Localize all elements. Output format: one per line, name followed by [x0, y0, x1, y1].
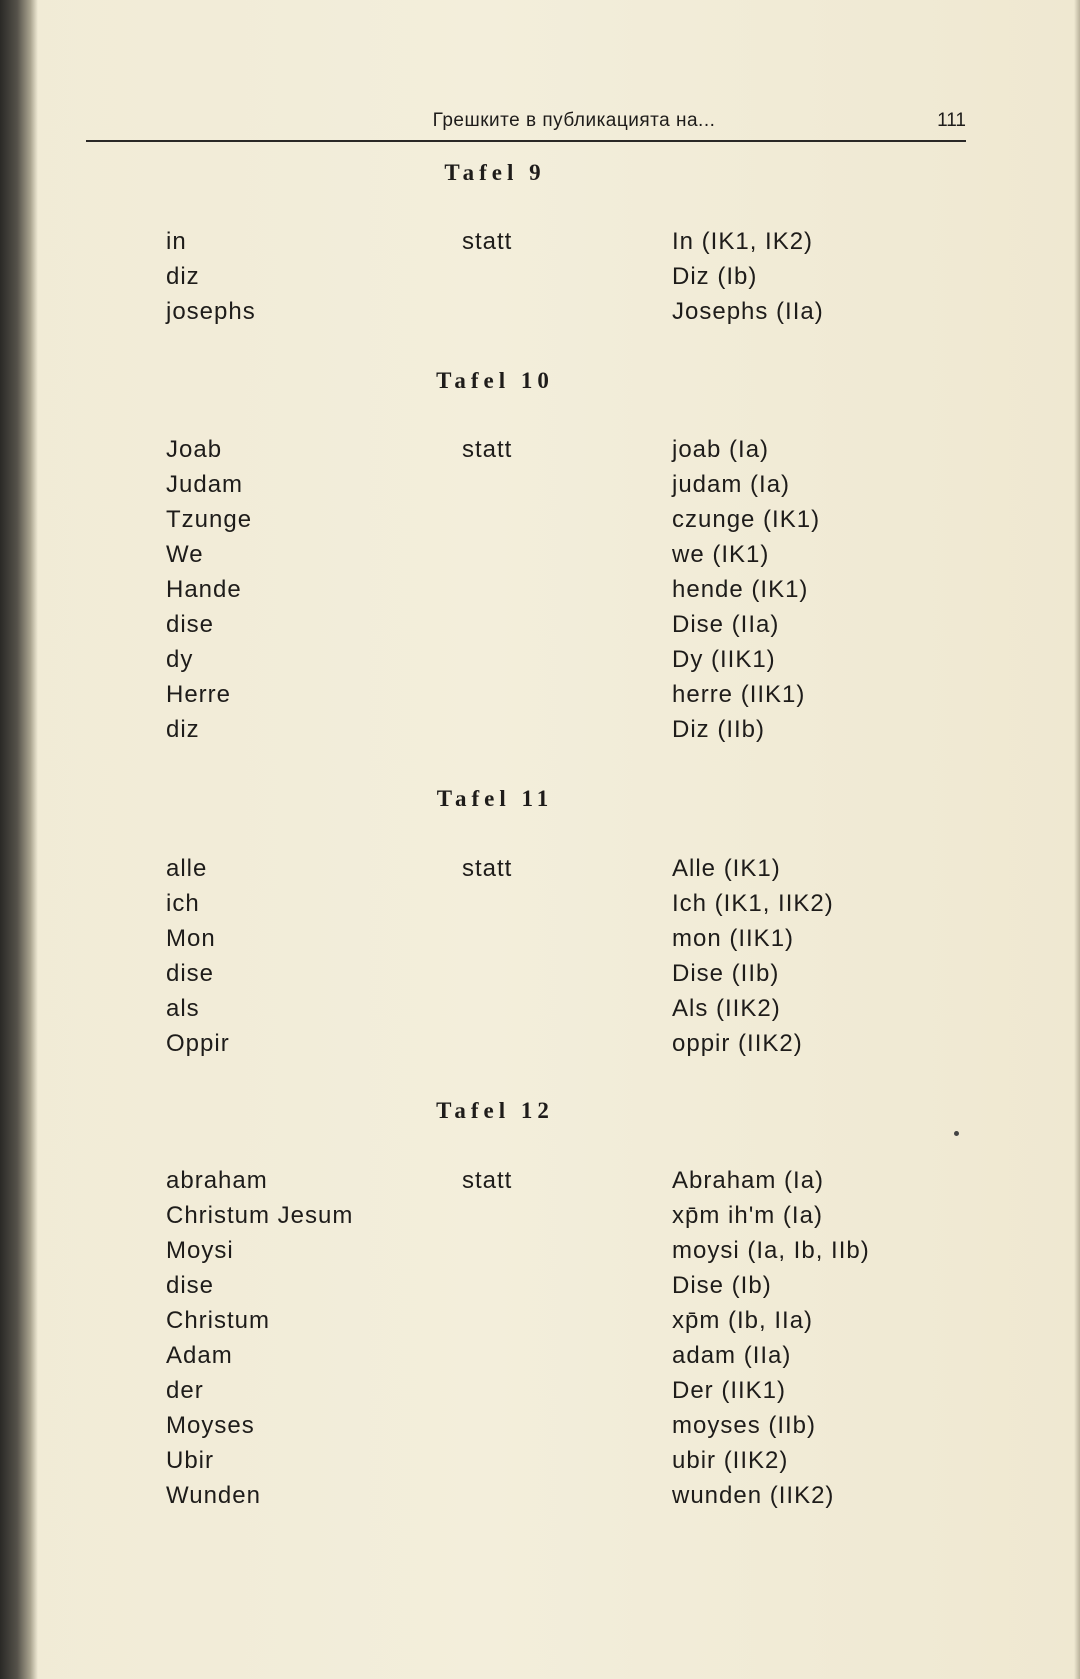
original-word: Tzunge: [166, 506, 253, 533]
page-number: 111: [937, 110, 966, 131]
original-word: dise: [166, 611, 215, 638]
original-word: Moyses: [166, 1412, 255, 1439]
corrected-word: Dy (IIK1): [672, 646, 776, 673]
corrected-word: Dise (IIa): [672, 611, 780, 638]
corrected-word: Als (IIK2): [672, 995, 781, 1022]
original-word: Joab: [166, 436, 223, 463]
corrected-word: ubir (IIK2): [672, 1447, 789, 1474]
original-word: dise: [166, 1272, 215, 1299]
corrected-word: xp̄m (Ib, IIa): [672, 1307, 814, 1334]
statt-label: statt: [462, 228, 513, 255]
corrected-word: wunden (IIK2): [672, 1482, 835, 1509]
original-word: Judam: [166, 471, 244, 498]
original-word: Herre: [166, 681, 232, 708]
corrected-word: xp̄m ih'm (Ia): [672, 1202, 823, 1229]
section-heading-tafel-11: Tafel 11: [436, 786, 554, 811]
original-word: Moysi: [166, 1237, 234, 1264]
corrected-word: Alle (IK1): [672, 855, 781, 882]
corrected-word: Abraham (Ia): [672, 1167, 825, 1194]
corrected-word: In (IK1, IK2): [672, 228, 814, 255]
original-word: Oppir: [166, 1030, 230, 1057]
original-word: diz: [166, 263, 200, 290]
original-word: dy: [166, 646, 194, 673]
corrected-word: Der (IIK1): [672, 1377, 787, 1404]
corrected-word: hende (IK1): [672, 576, 809, 603]
corrected-word: joab (Ia): [672, 436, 770, 463]
original-word: Wunden: [166, 1482, 261, 1509]
corrected-word: mon (IIK1): [672, 925, 795, 952]
original-word: der: [166, 1377, 204, 1404]
binding-shadow: [0, 0, 38, 1679]
running-header: [86, 108, 966, 142]
original-word: als: [166, 995, 200, 1022]
statt-label: statt: [462, 1167, 513, 1194]
original-word: Christum Jesum: [166, 1202, 354, 1229]
ink-speck: [954, 1131, 959, 1136]
running-title: Грешките в публикацията на...: [432, 110, 716, 131]
original-word: in: [166, 228, 187, 255]
original-word: Mon: [166, 925, 216, 952]
original-word: Adam: [166, 1342, 233, 1369]
corrected-word: moysi (Ia, Ib, IIb): [672, 1237, 870, 1264]
original-word: alle: [166, 855, 208, 882]
original-word: We: [166, 541, 204, 568]
corrected-word: we (IK1): [672, 541, 770, 568]
corrected-word: Diz (Ib): [672, 263, 758, 290]
original-word: Christum: [166, 1307, 271, 1334]
corrected-word: Diz (IIb): [672, 716, 765, 743]
original-word: josephs: [166, 298, 256, 325]
original-word: diz: [166, 716, 200, 743]
corrected-word: moyses (IIb): [672, 1412, 817, 1439]
corrected-word: oppir (IIK2): [672, 1030, 803, 1057]
corrected-word: Dise (Ib): [672, 1272, 772, 1299]
original-word: dise: [166, 960, 215, 987]
corrected-word: Dise (IIb): [672, 960, 780, 987]
page-edge: [1074, 0, 1080, 1679]
statt-label: statt: [462, 855, 513, 882]
corrected-word: herre (IIK1): [672, 681, 806, 708]
original-word: abraham: [166, 1167, 268, 1194]
section-heading-tafel-12: Tafel 12: [436, 1098, 554, 1123]
original-word: Ubir: [166, 1447, 215, 1474]
statt-label: statt: [462, 436, 513, 463]
corrected-word: Josephs (IIa): [672, 298, 824, 325]
corrected-word: Ich (IK1, IIK2): [672, 890, 834, 917]
original-word: ich: [166, 890, 200, 917]
corrected-word: adam (IIa): [672, 1342, 792, 1369]
corrected-word: judam (Ia): [672, 471, 791, 498]
corrected-word: czunge (IK1): [672, 506, 821, 533]
section-heading-tafel-9: Tafel 9: [444, 160, 546, 185]
section-heading-tafel-10: Tafel 10: [436, 368, 554, 393]
original-word: Hande: [166, 576, 242, 603]
